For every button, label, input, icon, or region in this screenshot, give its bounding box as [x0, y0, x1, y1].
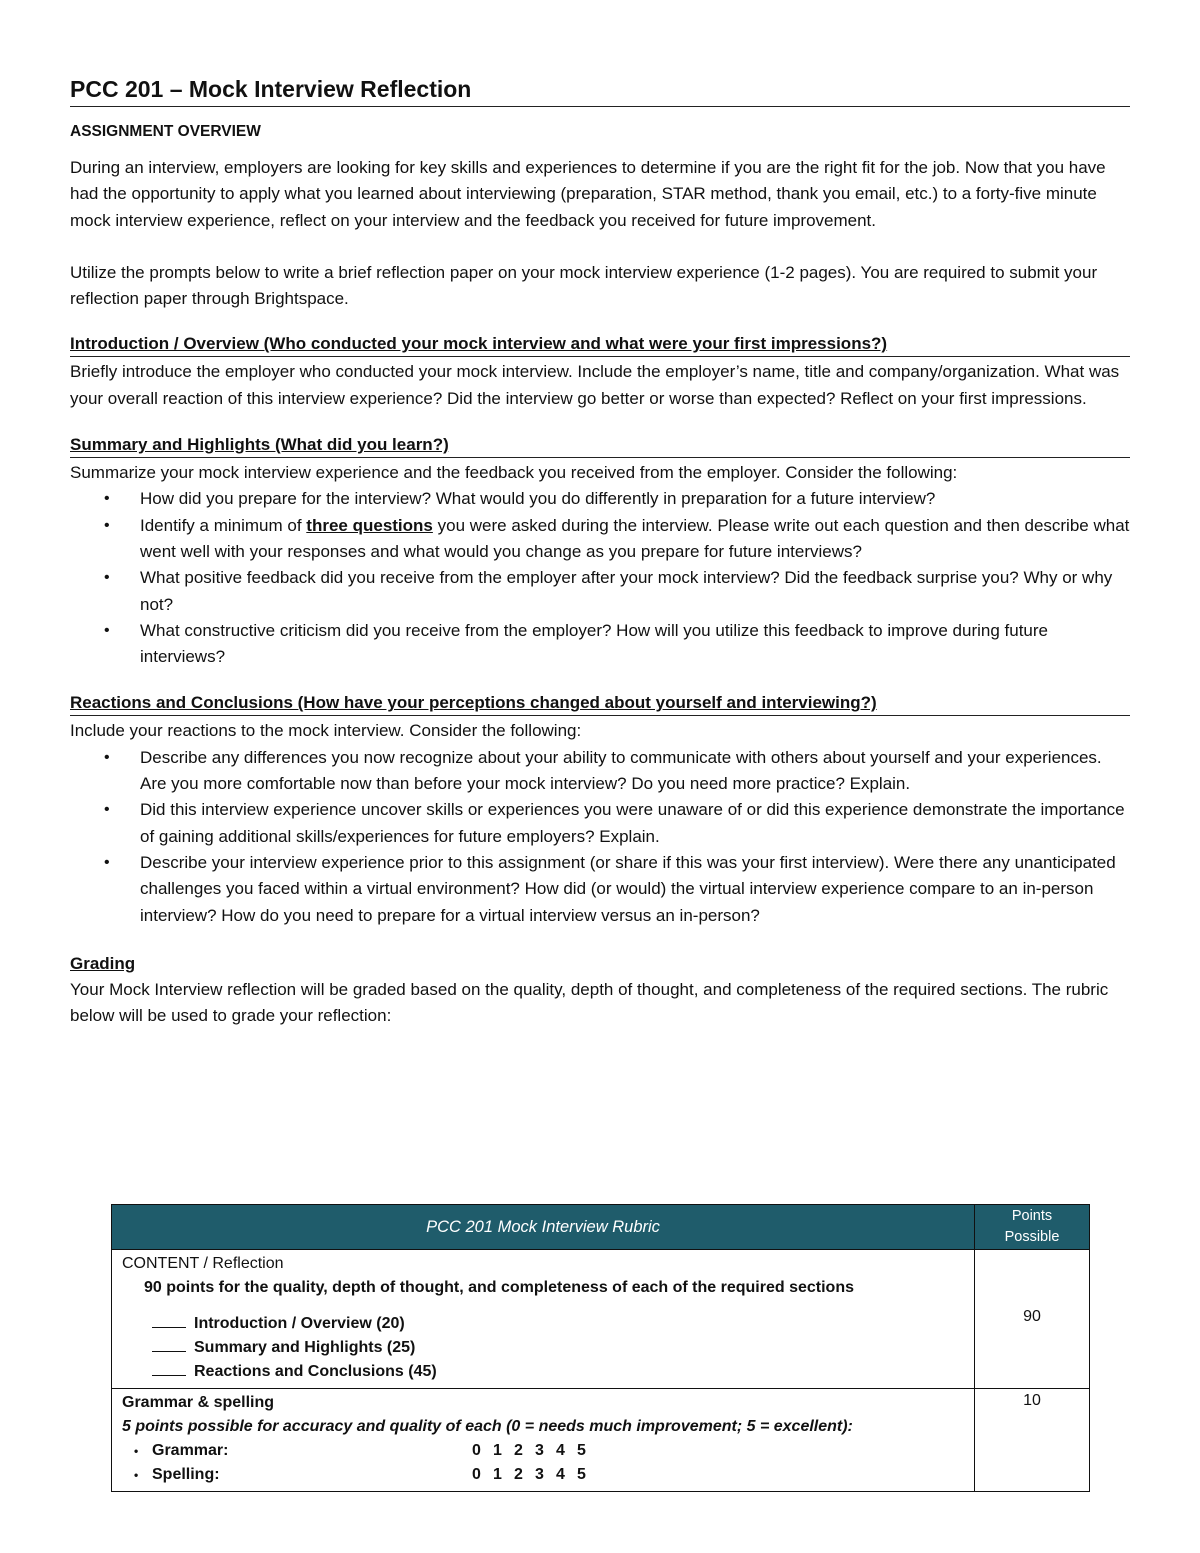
bullet-icon: • — [104, 853, 110, 871]
content-points: 90 — [975, 1250, 1090, 1389]
criterion-grammar: • Grammar: 0 1 2 3 4 5 — [122, 1439, 964, 1463]
content-cell — [112, 1250, 975, 1389]
summary-body: Summarize your mock interview experience and the feedback you received from the employer. Consider the following: — [70, 463, 958, 483]
list-item: • What constructive criticism did you receive from the employer? How will you utilize this feedback to improve during future interviews? — [70, 618, 1130, 671]
grading-body: Your Mock Interview reflection will be graded based on the quality, depth of thought, and completeness of the required sections. The rubric below will be used to grade your reflection: — [70, 979, 1109, 1026]
content-item: Introduction / Overview (20) — [122, 1312, 964, 1336]
reactions-body: Include your reactions to the mock interview. Consider the following: — [70, 721, 582, 741]
content-item: Reactions and Conclusions (45) — [122, 1360, 964, 1384]
list-item: • Did this interview experience uncover skills or experiences you were unaware of or did this experience demonstrate the importance of gaining additional skills/experiences for future employers? Explain. — [70, 797, 1130, 850]
emphasis-three-questions: three questions — [306, 515, 433, 535]
bullet-icon: • — [134, 1468, 139, 1482]
bullet-icon: • — [104, 748, 110, 766]
overview-paragraph-1: During an interview, employers are looking for key skills and experiences to determine if you are the right fit for the job. Now that you have had the opportunity to apply what you learned about interviewing (preparation, STAR method, thank you email, etc.) to a forty-five minute mock interview experience, reflect on your interview and the feedback you received for future improvement. — [70, 158, 1106, 230]
overview-paragraph-2: Utilize the prompts below to write a brief reflection paper on your mock interview experience (1-2 pages). You are required to submit your reflection paper through Brightspace. — [70, 262, 1098, 309]
bullet-icon: • — [104, 621, 110, 639]
bullet-icon: • — [104, 490, 110, 508]
list-item: • Identify a minimum of three questions you were asked during the interview. Please write out each question and then describe what went well with your responses and what would you change as you prepare for future interviews? — [70, 513, 1130, 566]
spelling-scale: 0 1 2 3 4 5 — [472, 1466, 586, 1483]
list-item: • What positive feedback did you receive from the employer after your mock interview? Did the feedback surprise you? Why or why not? — [70, 565, 1130, 618]
criterion-spelling: • Spelling: 0 1 2 3 4 5 — [122, 1463, 964, 1487]
table-row — [112, 1389, 1090, 1492]
list-item: • Describe any differences you now recognize about your ability to communicate with others about yourself and your experiences. Are you more comfortable now than before your mock interview? Do you need more practice? Explain. — [70, 745, 1130, 798]
bullet-icon: • — [104, 516, 110, 534]
content-item: Summary and Highlights (25) — [122, 1336, 964, 1360]
content-label: CONTENT / Reflection — [122, 1255, 284, 1272]
bullet-icon: • — [104, 801, 110, 819]
overview-label: ASSIGNMENT OVERVIEW — [70, 123, 261, 140]
content-description: 90 points for the quality, depth of thought, and completeness of each of the required sections — [144, 1279, 854, 1296]
grading-heading: Grading — [70, 953, 136, 973]
bullet-icon: • — [104, 569, 110, 587]
summary-bullet-list — [70, 486, 1130, 670]
intro-body: Briefly introduce the employer who conducted your mock interview. Include the employer’s name, title and company/organization. What was your overall reaction of this interview experience? Did the interview go better or worse than expected? Reflect on your first impressions. — [70, 362, 1120, 408]
page-title: PCC 201 – Mock Interview Reflection — [70, 72, 1130, 107]
grammar-label: Grammar & spelling — [122, 1394, 275, 1411]
grammar-scale: 0 1 2 3 4 5 — [472, 1442, 586, 1459]
rubric-table — [111, 1204, 1090, 1492]
table-row — [112, 1250, 1090, 1389]
grammar-points: 10 — [975, 1389, 1090, 1492]
intro-heading: Introduction / Overview (Who conducted your mock interview and what were your first impressions?) — [70, 332, 1130, 357]
summary-heading: Summary and Highlights (What did you learn?) — [70, 433, 1130, 458]
bullet-icon: • — [134, 1444, 139, 1458]
list-item: • Describe your interview experience prior to this assignment (or share if this was your first interview). Were there any unanticipated challenges you faced within a virtual environment? How did (or would) the virtual interview experience compare to an in-person interview? How do you need to prepare for a virtual interview versus an in-person? — [70, 850, 1130, 929]
grammar-cell — [112, 1389, 975, 1492]
rubric-header-row — [112, 1205, 1090, 1250]
reactions-heading: Reactions and Conclusions (How have your perceptions changed about yourself and interviewing?) — [70, 691, 1130, 716]
list-item: • How did you prepare for the interview? What would you do differently in preparation for a future interview? — [70, 486, 1130, 512]
grammar-description: 5 points possible for accuracy and quality of each (0 = needs much improvement; 5 = excellent): — [122, 1418, 853, 1435]
reactions-bullet-list — [70, 745, 1130, 929]
points-possible-header: Points Possible — [975, 1205, 1090, 1250]
document-page — [70, 72, 1130, 1029]
rubric-title: PCC 201 Mock Interview Rubric — [112, 1205, 975, 1250]
